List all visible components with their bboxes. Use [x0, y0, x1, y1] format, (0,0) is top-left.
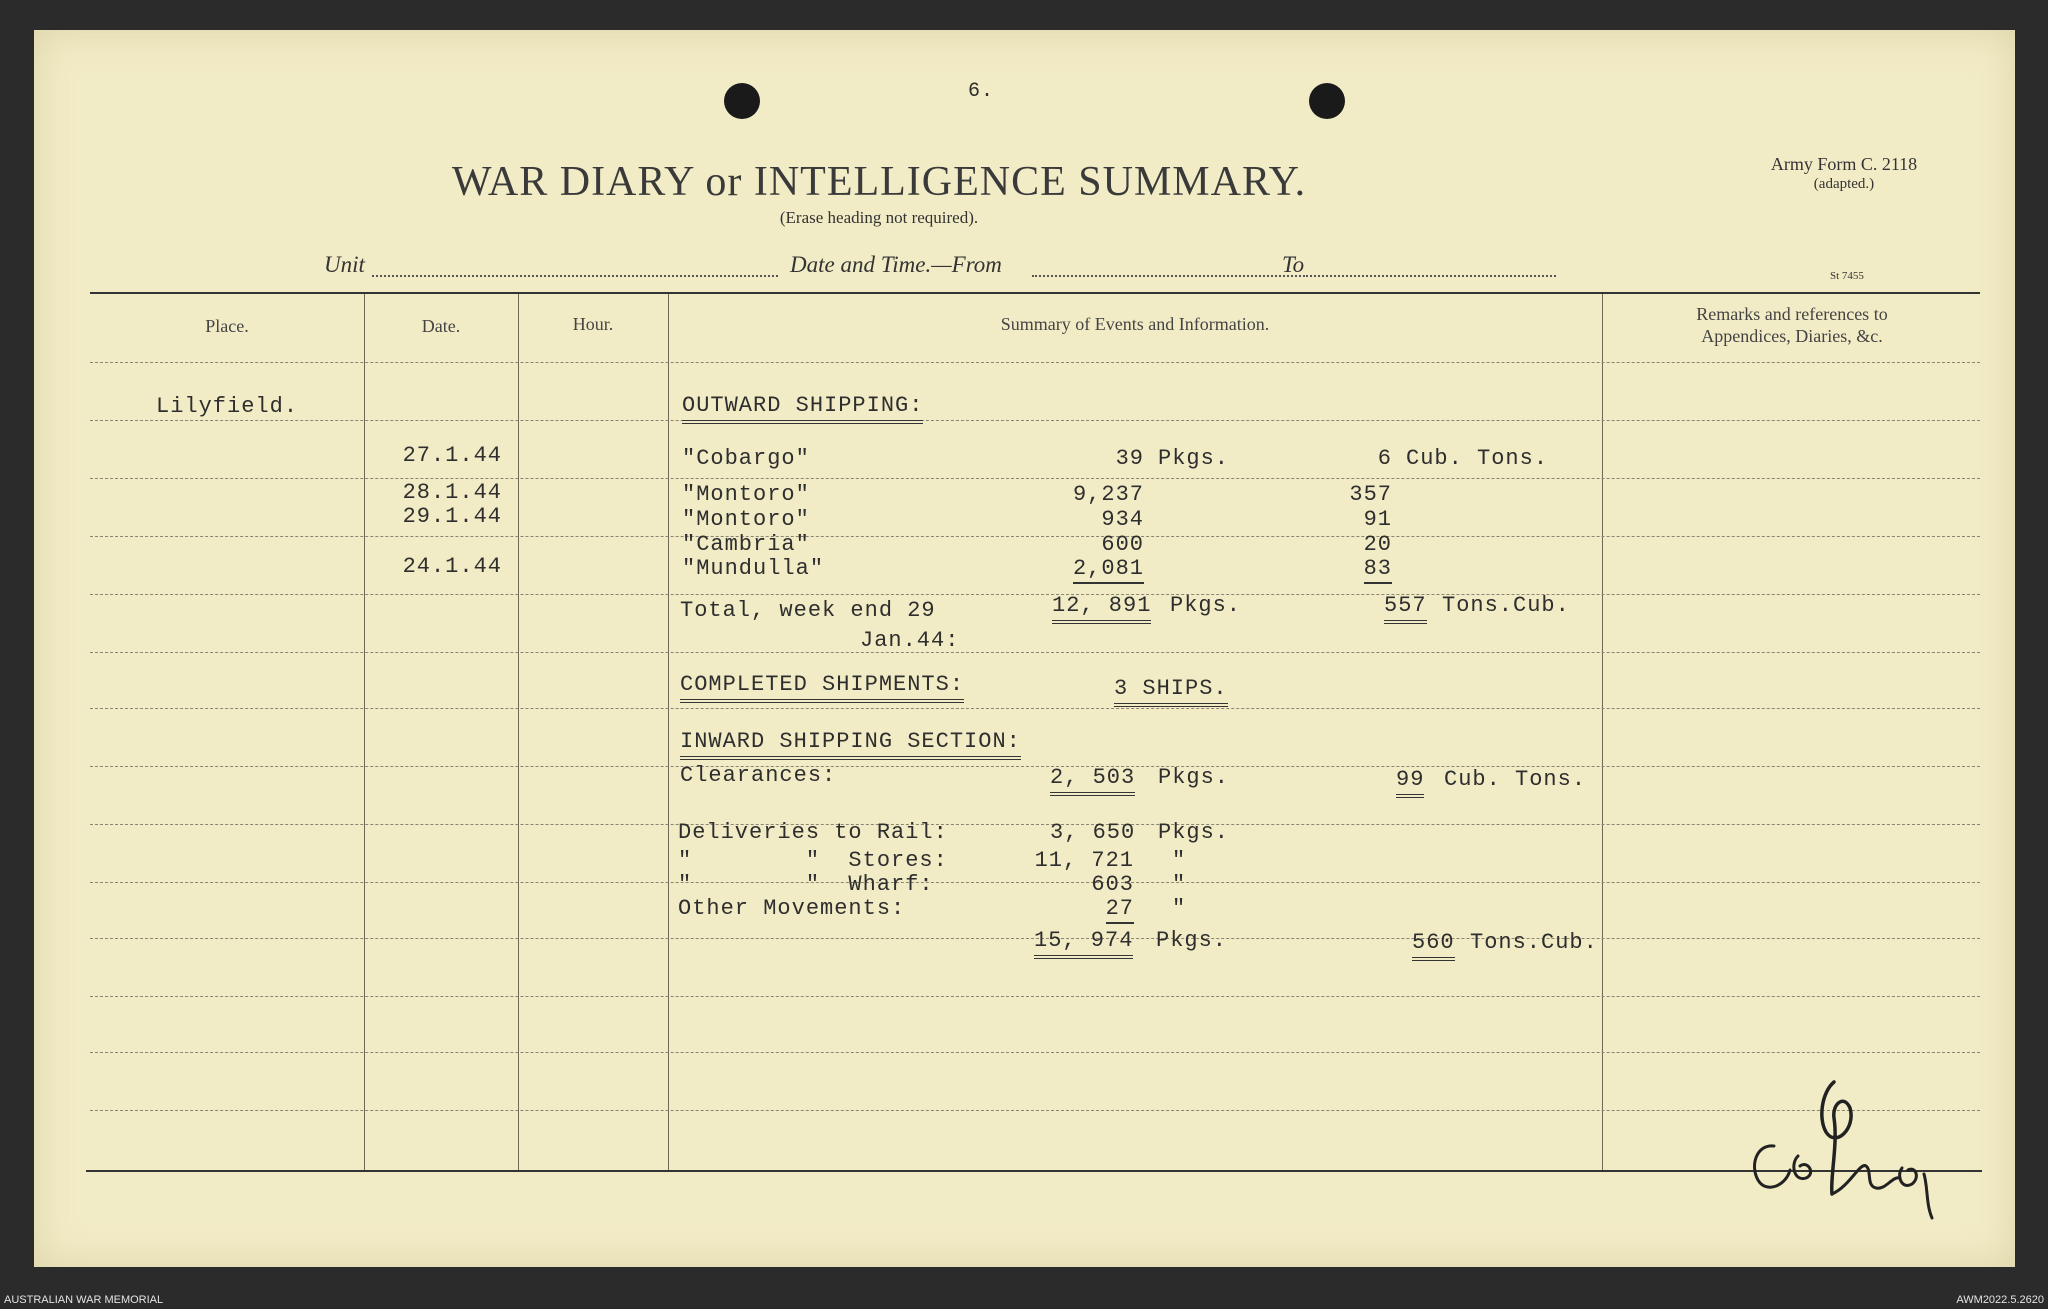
row-rule [90, 594, 1980, 595]
punch-hole-right [1309, 83, 1345, 119]
ship-tons: 6 [1377, 446, 1392, 471]
ship-name: "Mundulla" [682, 556, 825, 581]
row-rule [90, 652, 1980, 653]
column-divider [518, 294, 519, 1170]
column-header-remarks: Remarks and references to [1696, 304, 1888, 324]
ship-name: "Cambria" [682, 532, 810, 557]
deliveries-value: 3, 650 [1050, 820, 1136, 845]
row-rule [90, 1110, 1980, 1111]
deliveries-unit: Pkgs. [1158, 820, 1230, 845]
place-entry: Lilyfield. [156, 394, 299, 419]
deliveries-label: " " Stores: [678, 848, 948, 873]
column-header-place: Place. [205, 316, 249, 336]
unit-field [372, 275, 778, 277]
entry-date: 29.1.44 [402, 504, 502, 529]
inward-total-tons-unit: Tons.Cub. [1470, 930, 1598, 955]
column-divider [1602, 294, 1603, 1170]
punch-hole-left [724, 83, 760, 119]
clearances-pkgs: 2, 503 [1050, 765, 1135, 790]
stock-number: St 7455 [1830, 270, 1864, 282]
row-rule [90, 362, 1980, 363]
inward-total-pkgs-unit: Pkgs. [1156, 928, 1228, 953]
entry-date: 27.1.44 [402, 443, 502, 468]
ship-name: "Montoro" [682, 482, 810, 507]
ship-pkgs: 600 [1101, 532, 1144, 557]
page-title: WAR DIARY or INTELLIGENCE SUMMARY. [451, 159, 1307, 205]
deliveries-unit: " [1172, 848, 1187, 873]
ship-pkgs: 2,081 [1034, 556, 1144, 581]
column-header-hour: Hour. [572, 314, 614, 334]
deliveries-value: 27 [1024, 896, 1134, 921]
ship-pkgs: 39 [1115, 446, 1144, 471]
completed-shipments-heading: COMPLETED SHIPMENTS: [680, 672, 964, 697]
tons-unit: Cub. Tons. [1406, 446, 1549, 471]
date-time-label: Date and Time.—From [790, 252, 1002, 277]
deliveries-label: Other Movements: [678, 896, 906, 921]
footer-accession-number: AWM2022.5.2620 [1956, 1294, 2044, 1306]
deliveries-unit: " [1172, 896, 1187, 921]
ship-tons: 20 [1363, 532, 1392, 557]
deliveries-value: 603 [1091, 872, 1134, 897]
total-label: Total, week end 29 [680, 598, 936, 623]
column-header-summary: Summary of Events and Information. [1000, 314, 1270, 334]
clearances-label: Clearances: [680, 763, 837, 788]
clearances-tons-unit: Cub. Tons. [1444, 767, 1587, 792]
row-rule [90, 1052, 1980, 1053]
deliveries-label: " " Wharf: [678, 872, 934, 897]
table-top-rule [90, 292, 1980, 294]
inward-total-pkgs: 15, 974 [1034, 928, 1133, 953]
footer-credit: AUSTRALIAN WAR MEMORIAL [4, 1294, 164, 1306]
deliveries-value: 11, 721 [1034, 848, 1134, 873]
total-tons: 557 [1384, 593, 1427, 618]
from-field [1032, 275, 1308, 277]
ship-tons: 91 [1363, 507, 1392, 532]
ship-name: "Montoro" [682, 507, 810, 532]
entry-date: 24.1.44 [402, 554, 502, 579]
column-divider [364, 294, 365, 1170]
handwritten-signature [1746, 1048, 1986, 1248]
total-tons-unit: Tons.Cub. [1442, 593, 1570, 618]
outward-shipping-heading: OUTWARD SHIPPING: [682, 393, 923, 418]
to-field [1310, 275, 1556, 277]
inward-shipping-heading: INWARD SHIPPING SECTION: [680, 729, 1021, 754]
ship-tons: 357 [1349, 482, 1392, 507]
ship-name: "Cobargo" [682, 446, 810, 471]
page-subtitle: (Erase heading not required). [779, 208, 979, 227]
total-label: Jan.44: [860, 628, 960, 653]
entry-date: 28.1.44 [402, 480, 502, 505]
column-header-date: Date. [421, 316, 461, 336]
inward-total-tons: 560 [1412, 930, 1455, 955]
deliveries-unit: " [1172, 872, 1187, 897]
page-number: 6. [968, 80, 995, 103]
form-number: Army Form C. 2118 [1770, 154, 1918, 174]
total-pkgs-unit: Pkgs. [1170, 593, 1242, 618]
row-rule [90, 420, 1980, 421]
row-rule [90, 478, 1980, 479]
ship-pkgs: 9,237 [1072, 482, 1144, 507]
pkgs-unit: Pkgs. [1158, 446, 1230, 471]
form-adapted: (adapted.) [1813, 176, 1875, 192]
clearances-pkgs-unit: Pkgs. [1158, 765, 1230, 790]
ship-tons: 83 [1314, 556, 1392, 581]
completed-shipments-value: 3 SHIPS. [1114, 676, 1228, 701]
ship-pkgs: 934 [1101, 507, 1144, 532]
row-rule [90, 708, 1980, 709]
column-divider [668, 294, 669, 1170]
unit-label: Unit [324, 252, 365, 277]
row-rule [90, 766, 1980, 767]
to-label: To [1282, 252, 1305, 277]
diary-sheet [34, 30, 2015, 1267]
column-header-remarks: Appendices, Diaries, &c. [1701, 326, 1883, 346]
row-rule [90, 996, 1980, 997]
total-pkgs: 12, 891 [1052, 593, 1151, 618]
table-bottom-rule [86, 1170, 1982, 1172]
row-rule [90, 824, 1980, 825]
deliveries-label: Deliveries to Rail: [678, 820, 948, 845]
clearances-tons: 99 [1396, 767, 1424, 792]
